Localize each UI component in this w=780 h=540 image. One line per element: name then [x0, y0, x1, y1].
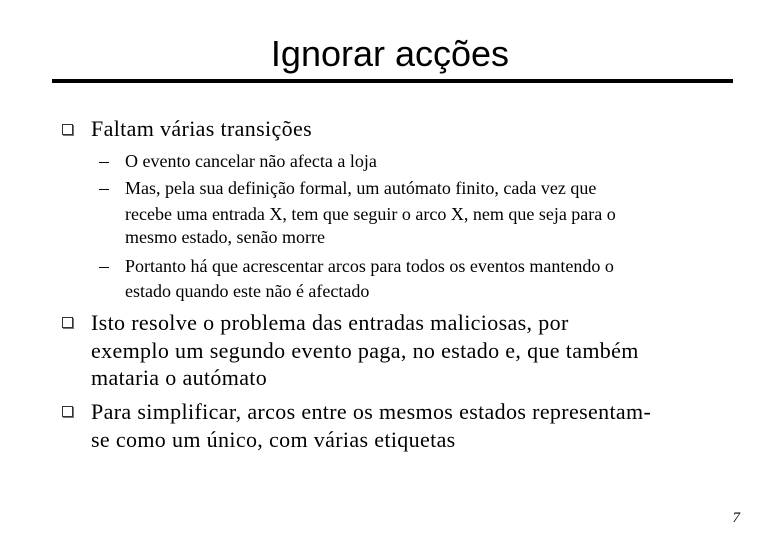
dash-icon [99, 189, 109, 190]
bullet-text: Para simplificar, arcos entre os mesmos estados representam- [91, 399, 652, 424]
bullet-text: mataria o autómato [91, 365, 268, 390]
subitem-text: Portanto há que acrescentar arcos para todos os eventos mantendo o [125, 256, 614, 276]
dash-icon [99, 162, 109, 163]
bullet-text: exemplo um segundo evento paga, no estado e, que também [91, 338, 639, 363]
bullet-square-icon [62, 406, 73, 417]
subitem-text: Mas, pela sua definição formal, um autómato finito, cada vez que [125, 178, 597, 198]
bullet-text: se como um único, com várias etiquetas [91, 427, 456, 452]
bullet-text: Isto resolve o problema das entradas maliciosas, por [91, 310, 569, 335]
subitem-text: O evento cancelar não afecta a loja [125, 151, 377, 171]
slide-title: Ignorar acções [270, 33, 510, 74]
bullet-text: Faltam várias transições [91, 116, 312, 141]
title-underline [52, 79, 733, 83]
bullet-square-icon [62, 317, 73, 328]
subitem-text: recebe uma entrada X, tem que seguir o arco X, nem que seja para o [125, 204, 616, 224]
subitem-text: mesmo estado, senão morre [125, 227, 325, 247]
bullet-square-icon [62, 124, 73, 135]
subitem-text: estado quando este não é afectado [125, 281, 370, 301]
dash-icon [99, 267, 109, 268]
page-number: 7 [732, 510, 740, 526]
